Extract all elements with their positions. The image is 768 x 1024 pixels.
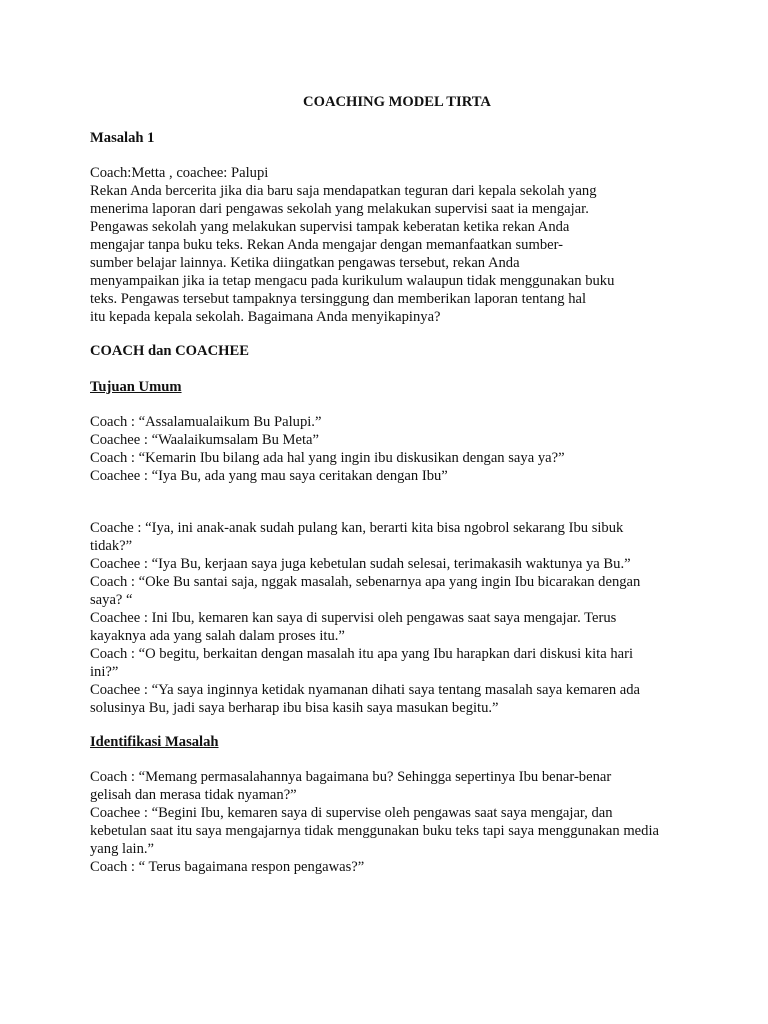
dialogue-line: Coache : “Iya, ini anak-anak sudah pulang kan, berarti kita bisa ngobrol sekarang Ibu sibuk bbox=[90, 520, 624, 536]
dialogue-line: Coachee : “Ya saya inginnya ketidak nyamanan dihati saya tentang masalah saya kemaren ada bbox=[90, 682, 641, 698]
dialogue-line: kebetulan saat itu saya mengajarnya tidak menggunakan buku teks tapi saya menggunakan media bbox=[90, 823, 659, 839]
text-line: sumber belajar lainnya. Ketika diingatkan pengawas tersebut, rekan Anda bbox=[90, 255, 520, 271]
dialogue-line: Coach : “Memang permasalahannya bagaimana bu? Sehingga sepertinya Ibu benar-benar bbox=[90, 769, 612, 785]
dialogue-line: Coachee : “Waalaikumsalam Bu Meta” bbox=[90, 432, 319, 448]
text-line: itu kepada kepala sekolah. Bagaimana Anda menyikapinya? bbox=[90, 309, 441, 325]
masalah-heading: Masalah 1 bbox=[90, 130, 155, 146]
text-line: Coach:Metta , coachee: Palupi bbox=[90, 165, 269, 181]
dialogue-line: Coach : “Kemarin Ibu bilang ada hal yang ingin ibu diskusikan dengan saya ya?” bbox=[90, 450, 565, 466]
dialogue-line: solusinya Bu, jadi saya berharap ibu bisa kasih saya masukan begitu.” bbox=[90, 700, 499, 716]
dialogue-line: Coach : “O begitu, berkaitan dengan masalah itu apa yang Ibu harapkan dari diskusi kita hari bbox=[90, 646, 634, 662]
dialogue-line: Coachee : “Iya Bu, kerjaan saya juga kebetulan sudah selesai, terimakasih waktunya ya Bu.” bbox=[90, 556, 631, 572]
dialogue-line: Coach : “Oke Bu santai saja, nggak masalah, sebenarnya apa yang ingin Ibu bicarakan dengan bbox=[90, 574, 641, 590]
text-line: teks. Pengawas tersebut tampaknya tersinggung dan memberikan laporan tentang hal bbox=[90, 291, 587, 307]
text-line: mengajar tanpa buku teks. Rekan Anda mengajar dengan memanfaatkan sumber- bbox=[90, 237, 564, 253]
dialogue-line: yang lain.” bbox=[90, 841, 155, 857]
dialogue-line: ini?” bbox=[90, 664, 119, 680]
dialogue-line: Coach : “Assalamualaikum Bu Palupi.” bbox=[90, 414, 322, 430]
dialogue-identifikasi bbox=[90, 768, 690, 876]
identifikasi-masalah-heading: Identifikasi Masalah bbox=[90, 734, 219, 750]
dialogue-line: Coach : “ Terus bagaimana respon pengawas?” bbox=[90, 859, 365, 875]
dialogue-line: Coachee : “Iya Bu, ada yang mau saya ceritakan dengan Ibu” bbox=[90, 468, 448, 484]
intro-paragraph bbox=[90, 164, 690, 326]
coach-coachee-heading: COACH dan COACHEE bbox=[90, 343, 249, 359]
dialogue-opening bbox=[90, 413, 690, 485]
dialogue-line: saya? “ bbox=[90, 592, 133, 608]
tujuan-umum-heading: Tujuan Umum bbox=[90, 379, 182, 395]
dialogue-tujuan bbox=[90, 519, 690, 717]
text-line: Pengawas sekolah yang melakukan supervisi tampak keberatan ketika rekan Anda bbox=[90, 219, 570, 235]
text-line: Rekan Anda bercerita jika dia baru saja mendapatkan teguran dari kepala sekolah yang bbox=[90, 183, 597, 199]
document-title: COACHING MODEL TIRTA bbox=[303, 94, 491, 110]
dialogue-line: kayaknya ada yang salah dalam proses itu.” bbox=[90, 628, 345, 644]
text-line: menyampaikan jika ia tetap mengacu pada kurikulum walaupun tidak menggunakan buku bbox=[90, 273, 615, 289]
dialogue-line: Coachee : “Begini Ibu, kemaren saya di supervise oleh pengawas saat saya mengajar, dan bbox=[90, 805, 613, 821]
text-line: menerima laporan dari pengawas sekolah yang melakukan supervisi saat ia mengajar. bbox=[90, 201, 589, 217]
dialogue-line: Coachee : Ini Ibu, kemaren kan saya di supervisi oleh pengawas saat saya mengajar. Terus bbox=[90, 610, 617, 626]
dialogue-line: tidak?” bbox=[90, 538, 133, 554]
dialogue-line: gelisah dan merasa tidak nyaman?” bbox=[90, 787, 297, 803]
